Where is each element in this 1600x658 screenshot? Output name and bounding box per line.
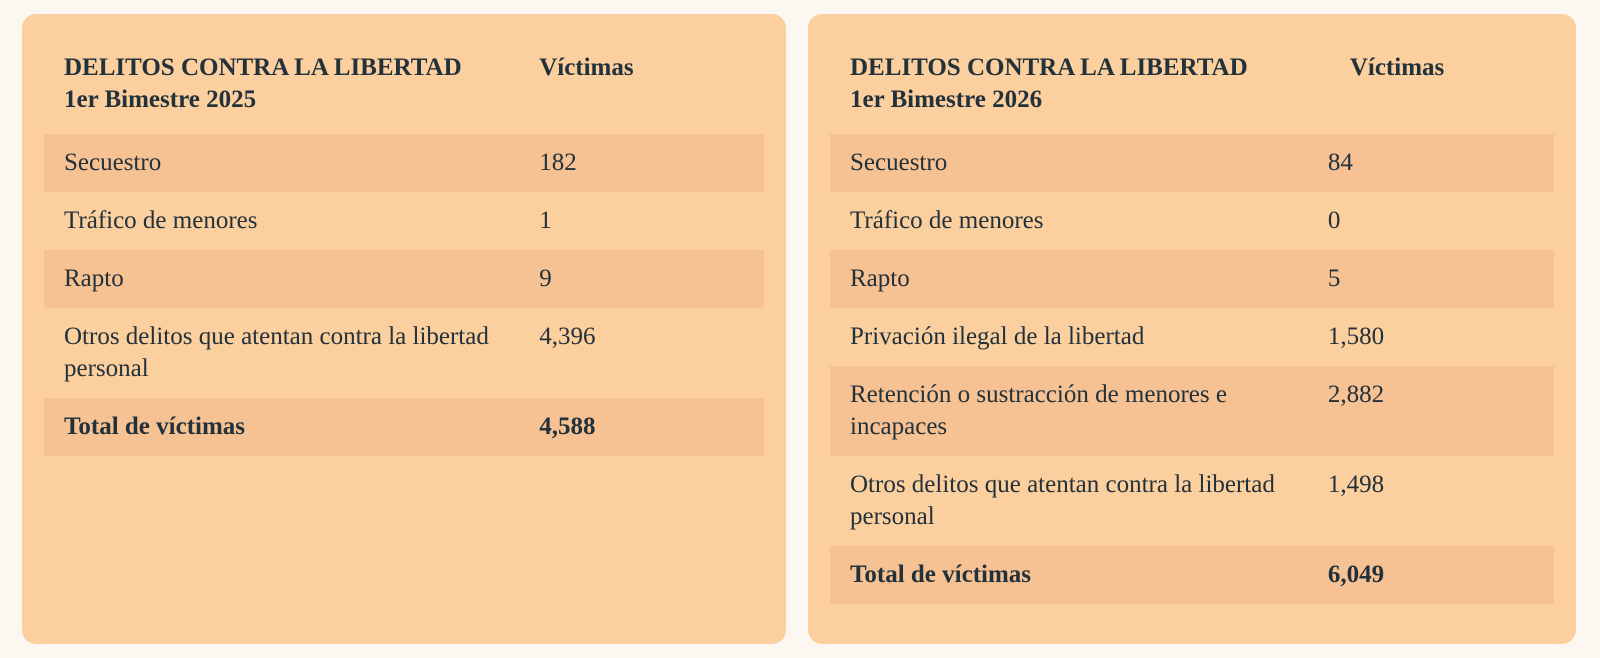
table-row <box>830 134 1554 192</box>
row-value: 9 <box>539 265 552 292</box>
panel-2026 <box>808 14 1576 644</box>
header-row <box>44 36 764 134</box>
table-total-row <box>44 398 764 456</box>
row-value: 2,882 <box>1327 381 1385 408</box>
table-row <box>830 308 1554 366</box>
row-value: 84 <box>1327 149 1353 176</box>
table-row <box>44 134 764 192</box>
total-value: 4,588 <box>519 398 764 456</box>
row-value: 182 <box>539 149 577 176</box>
panel-2025 <box>22 14 786 644</box>
table-body <box>44 134 764 456</box>
table-2026 <box>830 36 1554 604</box>
table-row <box>830 366 1554 456</box>
row-label: Tráfico de menores <box>64 207 258 234</box>
row-label: Rapto <box>64 265 124 292</box>
table-total-row <box>830 546 1554 604</box>
row-label: Otros delitos que atentan contra la libertad personal <box>850 471 1275 530</box>
total-label: Total de víctimas <box>830 546 1308 604</box>
row-label: Secuestro <box>64 149 162 176</box>
row-value: 1,498 <box>1327 471 1385 498</box>
table-row <box>830 250 1554 308</box>
table-head <box>830 36 1554 134</box>
header-title-cell <box>830 36 1308 134</box>
row-label: Rapto <box>850 265 910 292</box>
table-row <box>44 250 764 308</box>
total-label: Total de víctimas <box>44 398 519 456</box>
header-title-cell <box>44 36 519 134</box>
header-title-line2: 1er Bimestre 2025 <box>64 86 257 113</box>
row-label: Retención o sustracción de menores e incapaces <box>850 381 1227 440</box>
row-label: Privación ilegal de la libertad <box>850 323 1145 350</box>
table-row <box>830 192 1554 250</box>
table-body <box>830 134 1554 604</box>
header-metric-cell <box>519 36 764 134</box>
header-title-line1: DELITOS CONTRA LA LIBERTAD <box>850 54 1248 81</box>
header-title-line1: DELITOS CONTRA LA LIBERTAD <box>64 54 462 81</box>
header-title-line2: 1er Bimestre 2026 <box>850 86 1043 113</box>
table-row <box>44 192 764 250</box>
table-head <box>44 36 764 134</box>
total-value: 6,049 <box>1308 546 1554 604</box>
row-label: Otros delitos que atentan contra la libertad personal <box>64 323 489 382</box>
header-metric-cell <box>1308 36 1554 134</box>
header-metric-label: Víctimas <box>539 54 634 81</box>
header-row <box>830 36 1554 134</box>
header-metric-label: Víctimas <box>1349 54 1445 81</box>
row-value: 4,396 <box>539 323 596 350</box>
row-value: 1,580 <box>1327 323 1385 350</box>
row-value: 5 <box>1327 265 1341 292</box>
row-value: 1 <box>539 207 552 234</box>
row-label: Tráfico de menores <box>850 207 1044 234</box>
row-label: Secuestro <box>850 149 948 176</box>
table-2025 <box>44 36 764 456</box>
table-row <box>44 308 764 398</box>
table-row <box>830 456 1554 546</box>
row-value: 0 <box>1327 207 1341 234</box>
